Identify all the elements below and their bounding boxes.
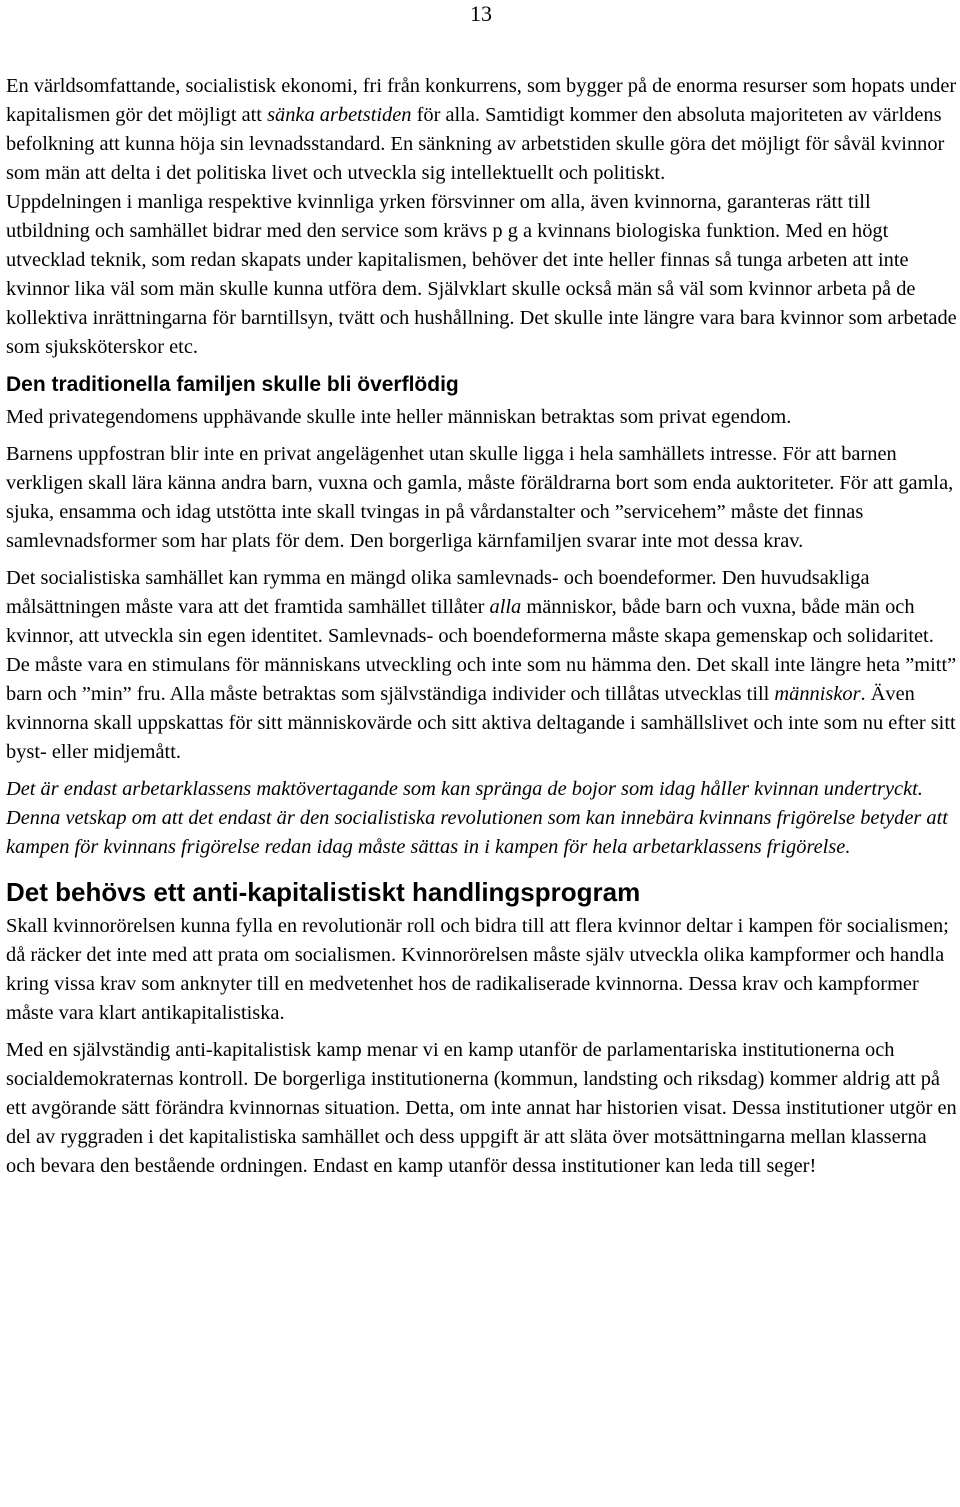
section-heading-program: Det behövs ett anti-kapitalistiskt handlingsprogram: [6, 877, 641, 907]
paragraph-reduced-working-hours: [6, 72, 958, 188]
p1-text-a: En världsomfattande, socialistisk ekonomi, fri från konkurrens, som bygger på de enorma resurser som hopats under kapitalismen gör det möjligt att: [6, 75, 957, 126]
p5-emphasis-alla: alla: [489, 596, 522, 618]
paragraph-independent-struggle: Med en självständig anti-kapitalistisk kamp menar vi en kamp utanför de parlamentariska institutionerna och socialdemokraternas kontroll. De borgerliga institutionerna (kommun, landsting och riksdag) kommer aldrig att på ett avgörande sätt förändra kvinnornas situation. Detta, om inte annat har historien visat. Dessa institutioner utgör en del av ryggraden i det kapitalistiska samhället och dess uppgift är att släta över motsättningarna mellan klasserna och bevara den bestående ordningen. Endast en kamp utanför dessa institutioner kan leda till seger!: [6, 1039, 957, 1177]
document-body: [6, 72, 958, 1189]
paragraph-private-property: Med privategendomens upphävande skulle inte heller människan betraktas som privat egendom.: [6, 406, 792, 428]
paragraph-upbringing: Barnens uppfostran blir inte en privat angelägenhet utan skulle ligga i hela samhällets intresse. För att barnen verkligen skall lära känna andra barn, vuxna och gamla, måste föräldrarna bort som enda auktoriteter. För att gamla, sjuka, ensamma och idag utstötta inte skall tvingas in på vårdanstalter och ”servicehem” måste det finnas samlevnadsformer som har plats för dem. Den borgerliga kärnfamiljen svarar inte mot dessa krav.: [6, 443, 954, 552]
p5-text-b: människor, både barn och vuxna, både män och kvinnor, att utveckla sin egen identitet. Samlevnads- och boendeformerna måste skapa gemenskap och solidaritet. De måste vara en stimulans för människans utveckling och inte som nu hämma den. Det skall inte längre heta ”mitt” barn och ”min” fru. Alla måste betraktas som självständiga individer och tillåtas utvecklas till: [6, 596, 957, 705]
p5-text-c: . Även kvinnorna skall uppskattas för sitt människovärde och sitt aktiva deltagande i samhällslivet och inte som nu efter sitt byst- eller midjemått.: [6, 683, 956, 763]
paragraph-living-forms: [6, 564, 958, 767]
paragraph-womens-movement: Skall kvinnorörelsen kunna fylla en revolutionär roll och bidra till att flera kvinnor deltar i kampen för socialismen; då räcker det inte med att prata om socialismen. Kvinnorörelsen måste själv utveckla olika kampformer och handla kring vissa krav som anknyter till en medvetenhet hos de radikaliserade kvinnorna. Dessa krav och kampformer måste vara klart antikapitalistiska.: [6, 915, 949, 1024]
section-heading-family: Den traditionella familjen skulle bli överflödig: [6, 373, 459, 396]
p1-text-b: för alla. Samtidigt kommer den absoluta majoriteten av världens befolkning att kunna höja sin levnadsstandard. En sänkning av arbetstiden skulle göra det möjligt för såväl kvinnor som män att delta i det politiska livet och utveckla sig intellektuellt och politiskt.: [6, 104, 945, 184]
p5-emphasis-manniskor: människor: [774, 683, 861, 705]
paragraph-gender-division: Uppdelningen i manliga respektive kvinnliga yrken försvinner om alla, även kvinnorna, garanteras rätt till utbildning och samhället bidrar med den service som krävs p g a kvinnans biologiska funktion. Med en högt utvecklad teknik, som redan skapats under kapitalismen, behöver det inte heller finnas så tunga arbeten att inte kvinnor lika väl som män skulle kunna utföra dem. Självklart skulle också män så väl som kvinnor arbeta på de kollektiva inrättningarna för barntillsyn, tvätt och hushållning. Det skulle inte längre vara bara kvinnor som arbetade som sjuksköterskor etc.: [6, 191, 957, 358]
p5-text-a: Det socialistiska samhället kan rymma en mängd olika samlevnads- och boendeformer. Den huvudsakliga målsättningen måste vara att det framtida samhället tillåter: [6, 567, 870, 618]
p6-italic-text: Det är endast arbetarklassens maktövertagande som kan spränga de bojor som idag håller kvinnan undertryckt. Denna vetskap om att det endast är den socialistiska revolutionen som kan innebära kvinnans frigörelse betyder att kampen för kvinnans frigörelse redan idag måste sättas in i kampen för hela arbetarklassens frigörelse.: [6, 778, 948, 858]
page-number: 13: [470, 1, 492, 26]
p1-emphasis: sänka arbetstiden: [267, 104, 412, 126]
paragraph-working-class-italic: [6, 775, 958, 862]
